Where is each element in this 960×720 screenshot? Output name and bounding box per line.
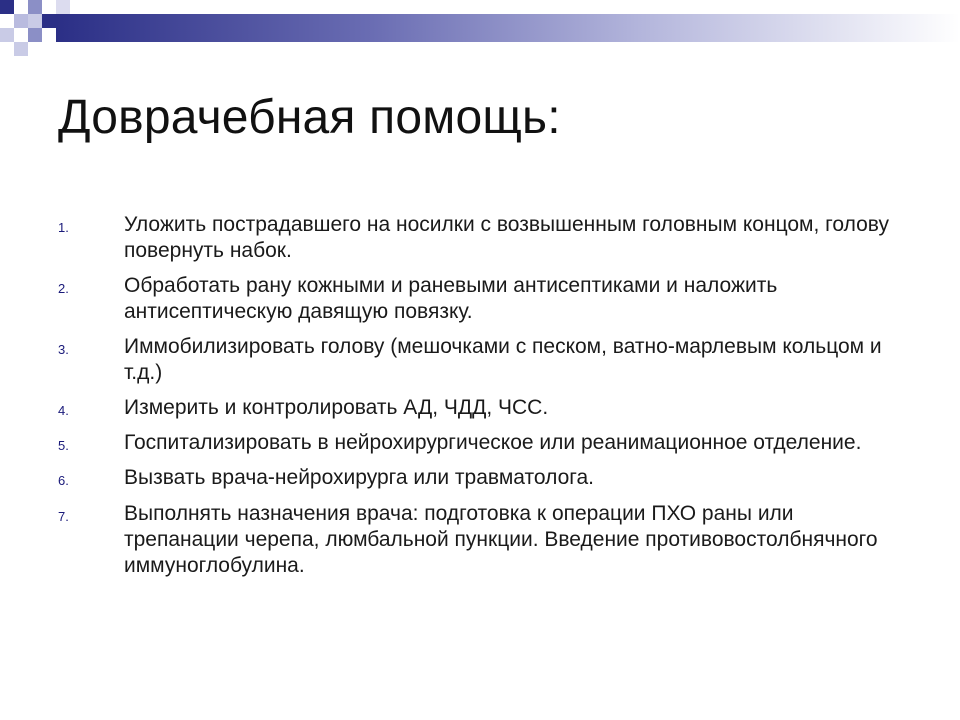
step-number: 4. — [58, 403, 69, 418]
step-text: Иммобилизировать голову (мешочками с песком, ватно-марлевым кольцом и т.д.) — [124, 335, 882, 384]
step-text: Измерить и контролировать АД, ЧДД, ЧСС. — [124, 396, 549, 419]
steps-list — [58, 212, 908, 588]
list-item — [58, 430, 908, 456]
list-item — [58, 465, 908, 491]
step-text: Обработать рану кожными и раневыми антисептиками и наложить антисептическую давящую повязку. — [124, 274, 778, 323]
decor-square — [0, 0, 14, 14]
list-item — [58, 334, 908, 386]
decor-square — [14, 42, 28, 56]
list-item — [58, 212, 908, 264]
step-number: 3. — [58, 342, 69, 357]
decor-square — [42, 14, 56, 28]
step-text: Госпитализировать в нейрохирургическое или реанимационное отделение. — [124, 431, 862, 454]
list-item — [58, 501, 908, 579]
decor-square — [0, 28, 14, 42]
step-text: Выполнять назначения врача: подготовка к операции ПХО раны или трепанации черепа, люмбальной пункции. Введение противовостолбнячного иммуноглобулина. — [124, 502, 878, 577]
decor-square — [28, 0, 42, 14]
decor-square — [28, 14, 42, 28]
decor-square — [28, 28, 42, 42]
decor-square — [14, 14, 28, 28]
step-number: 6. — [58, 473, 69, 488]
step-text: Уложить пострадавшего на носилки с возвышенным головным концом, голову повернуть набок. — [124, 213, 889, 262]
step-number: 1. — [58, 220, 69, 235]
list-item — [58, 273, 908, 325]
step-number: 5. — [58, 438, 69, 453]
step-text: Вызвать врача-нейрохирурга или травматолога. — [124, 466, 594, 489]
step-number: 2. — [58, 281, 69, 296]
decor-square — [14, 0, 28, 14]
step-number: 7. — [58, 509, 69, 524]
header-gradient-bar — [56, 14, 960, 42]
list-item — [58, 395, 908, 421]
slide-title: Доврачебная помощь: — [58, 91, 561, 144]
decor-square — [56, 0, 70, 14]
